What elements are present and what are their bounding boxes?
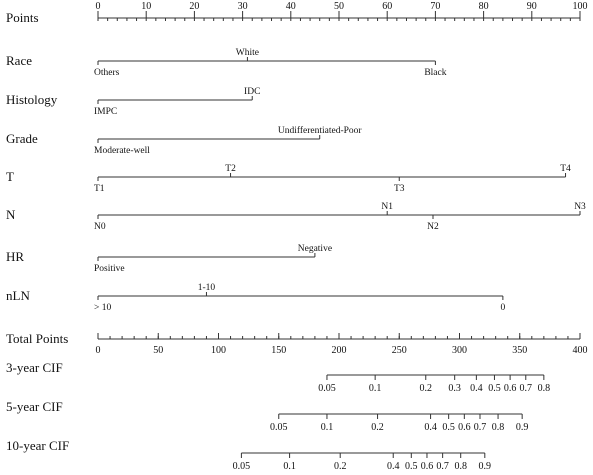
outcome-tick-label: 0.8 (537, 383, 551, 394)
variable-label-n: N (6, 207, 16, 222)
points-tick-label: 70 (430, 1, 441, 12)
outcome-tick-label: 0.05 (232, 461, 251, 472)
outcome-tick-label: 0.5 (405, 461, 418, 472)
total-points-tick-label: 100 (211, 345, 226, 356)
outcome-label-10-year-cif: 10-year CIF (6, 438, 70, 453)
level-label: N3 (574, 202, 586, 212)
outcome-tick-label: 0.2 (333, 461, 347, 472)
level-label: Moderate-well (94, 146, 150, 156)
outcome-tick-label: 0.3 (448, 383, 461, 394)
total-points-tick-label: 0 (95, 345, 101, 356)
outcome-tick-label: 0.7 (436, 461, 449, 472)
level-label: N0 (94, 222, 106, 232)
outcome-tick-label: 0.2 (371, 422, 384, 433)
points-tick-label: 60 (382, 1, 393, 12)
outcome-tick-label: 0.2 (419, 383, 433, 394)
outcome-tick-label: 0.4 (386, 461, 400, 472)
outcome-tick-label: 0.1 (320, 422, 334, 433)
outcome-tick-label: 0.4 (424, 422, 437, 433)
points-tick-label: 100 (572, 1, 588, 12)
total-points-tick-label: 250 (391, 345, 407, 356)
level-label: N2 (427, 222, 439, 232)
level-label: T1 (94, 184, 105, 194)
variable-label-grade: Grade (6, 131, 38, 146)
outcome-tick-label: 0.5 (442, 422, 455, 433)
variable-label-hr: HR (6, 249, 25, 264)
points-tick-label: 80 (478, 1, 489, 12)
total-points-tick-label: 200 (331, 345, 347, 356)
level-label: 0 (500, 303, 506, 313)
points-tick-label: 30 (237, 1, 248, 12)
level-label: Undifferentiated-Poor (277, 126, 362, 136)
level-label: Negative (297, 244, 333, 254)
outcome-tick-label: 0.6 (503, 383, 517, 394)
outcome-tick-label: 0.9 (515, 422, 529, 433)
level-label: 1-10 (197, 283, 216, 293)
outcome-tick-label: 0.6 (420, 461, 434, 472)
total-points-tick-label: 350 (512, 345, 528, 356)
level-label: IMPC (94, 107, 118, 117)
total-points-tick-label: 400 (572, 345, 588, 356)
level-label: Black (424, 68, 447, 78)
outcome-label-5-year-cif: 5-year CIF (6, 399, 63, 414)
outcome-label-3-year-cif: 3-year CIF (6, 360, 63, 375)
outcome-tick-label: 0.8 (491, 422, 505, 433)
variable-label-histology: Histology (6, 92, 58, 107)
outcome-tick-label: 0.5 (488, 383, 501, 394)
level-label: IDC (244, 87, 261, 97)
outcome-tick-label: 0.05 (318, 383, 336, 394)
level-label: T3 (393, 184, 405, 194)
level-label: T2 (225, 164, 236, 174)
total-points-tick-label: 150 (271, 345, 287, 356)
level-label: > 10 (94, 303, 112, 313)
points-tick-label: 20 (189, 1, 200, 12)
total-points-tick-label: 300 (452, 345, 467, 356)
points-tick-label: 90 (526, 1, 537, 12)
outcome-tick-label: 0.1 (283, 461, 296, 472)
level-label: T4 (560, 164, 571, 174)
variable-label-nln: nLN (6, 288, 30, 303)
outcome-tick-label: 0.8 (454, 461, 467, 472)
outcome-tick-label: 0.9 (478, 461, 492, 472)
points-tick-label: 50 (334, 1, 344, 12)
outcome-tick-label: 0.1 (368, 383, 382, 394)
total-points-tick-label: 50 (153, 345, 164, 356)
outcome-tick-label: 0.7 (519, 383, 533, 394)
outcome-tick-label: 0.7 (473, 422, 487, 433)
variable-label-race: Race (6, 53, 32, 68)
outcome-tick-label: 0.4 (470, 383, 483, 394)
variable-label-t: T (6, 169, 14, 184)
outcome-tick-label: 0.6 (458, 422, 471, 433)
total-points-axis-label: Total Points (6, 331, 69, 346)
level-label: White (235, 48, 260, 58)
points-tick-label: 40 (285, 1, 296, 12)
points-axis-label: Points (6, 10, 39, 25)
points-tick-label: 0 (95, 1, 101, 12)
level-label: N1 (381, 202, 394, 212)
level-label: Positive (94, 264, 125, 274)
outcome-tick-label: 0.05 (270, 422, 288, 433)
level-label: Others (94, 68, 120, 78)
points-tick-label: 10 (141, 1, 152, 12)
